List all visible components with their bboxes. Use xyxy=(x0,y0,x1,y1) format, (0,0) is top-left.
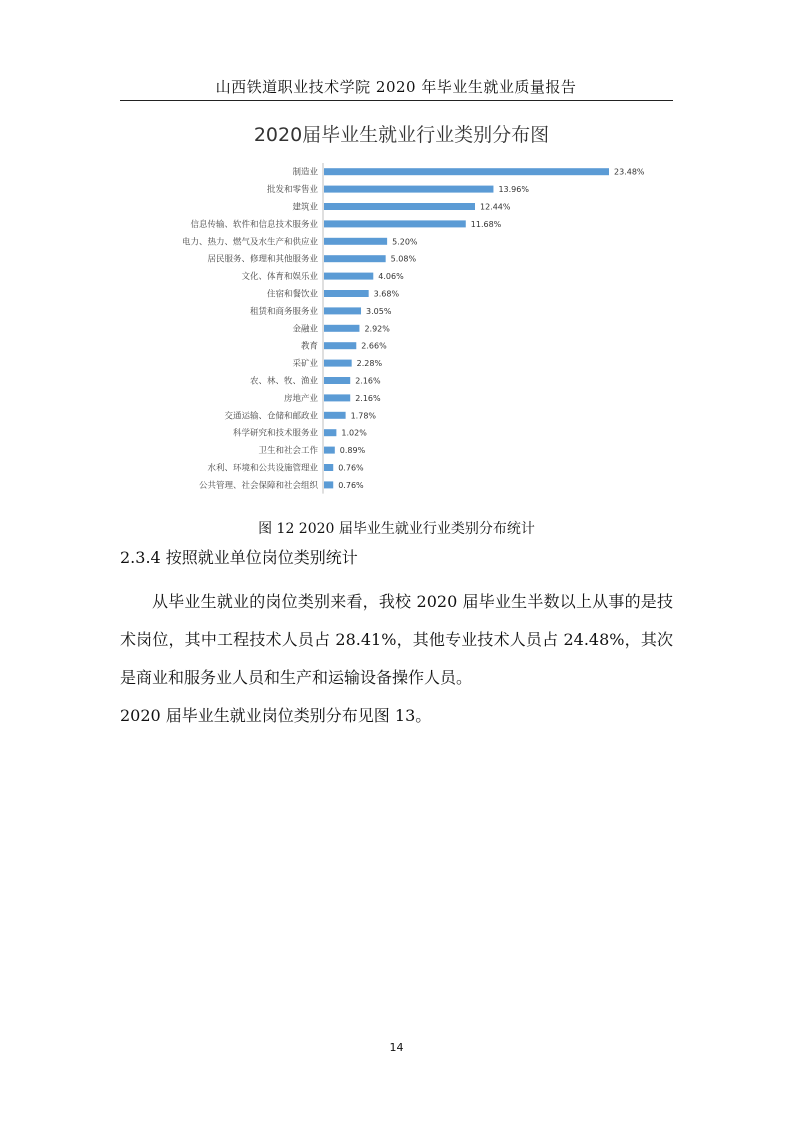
industry-bar-chart xyxy=(150,160,653,500)
chart-data-label: 11.68% xyxy=(470,219,502,229)
chart-category-label: 交通运输、仓储和邮政业 xyxy=(224,411,318,422)
chart-bar xyxy=(324,342,356,349)
header-divider xyxy=(120,100,673,101)
chart-data-label: 13.96% xyxy=(498,185,529,195)
chart-bar xyxy=(324,412,346,419)
chart-data-label: 2.16% xyxy=(355,393,381,403)
chart-bar xyxy=(324,360,352,367)
chart-category-label: 科学研究和技术服务业 xyxy=(232,428,318,439)
chart-data-label: 2.66% xyxy=(361,341,387,351)
chart-bar xyxy=(324,464,333,471)
chart-bar xyxy=(324,394,350,401)
chart-bar xyxy=(324,273,373,280)
chart-category-label: 住宿和餐饮业 xyxy=(266,289,318,300)
chart-category-label: 公共管理、社会保障和社会组织 xyxy=(198,480,318,491)
chart-category-label: 建筑业 xyxy=(292,202,318,213)
chart-data-label: 5.20% xyxy=(392,237,418,247)
body-paragraph: 从毕业生就业的岗位类别来看，我校 2020 届毕业生半数以上从事的是技术岗位，其中工程技术人员占 28.41%，其他专业技术人员占 24.48%，其次是商业和服务业人员和生产和运输设备操作人员。 xyxy=(120,592,673,687)
section-heading: 2.3.4 按照就业单位岗位类别统计 xyxy=(120,548,358,567)
chart-bar xyxy=(324,290,369,297)
chart-data-label: 2.16% xyxy=(355,376,381,386)
chart-category-label: 采矿业 xyxy=(292,359,318,370)
figure-caption: 图 12 2020 届毕业生就业行业类别分布统计 xyxy=(258,521,535,537)
body-paragraph-continued: 2020 届毕业生就业岗位类别分布见图 13。 xyxy=(120,706,432,725)
chart-bar xyxy=(324,203,475,210)
page-header-title: 山西铁道职业技术学院 2020 年毕业生就业质量报告 xyxy=(215,78,577,96)
chart-bar xyxy=(324,220,466,227)
chart-category-label: 租赁和商务服务业 xyxy=(249,306,318,317)
chart-category-label: 信息传输、软件和信息技术服务业 xyxy=(190,219,318,230)
chart-data-label: 1.02% xyxy=(341,428,367,438)
chart-data-label: 2.28% xyxy=(356,359,383,369)
chart-data-label: 0.89% xyxy=(339,446,366,456)
chart-bar xyxy=(324,307,361,314)
chart-bar xyxy=(324,325,359,332)
chart-data-label: 5.08% xyxy=(390,254,417,264)
chart-bar xyxy=(324,255,386,262)
chart-data-label: 4.06% xyxy=(378,272,404,282)
chart-data-label: 0.76% xyxy=(338,463,364,473)
chart-category-label: 教育 xyxy=(300,341,318,352)
page-number: 14 xyxy=(389,1041,404,1054)
chart-bar xyxy=(324,168,609,175)
chart-category-label: 制造业 xyxy=(292,167,318,178)
chart-bar xyxy=(324,377,350,384)
chart-category-label: 居民服务、修理和其他服务业 xyxy=(207,254,318,265)
chart-data-label: 0.76% xyxy=(338,480,364,490)
chart-bar xyxy=(324,429,336,436)
chart-category-label: 批发和零售业 xyxy=(266,185,318,196)
body-text xyxy=(120,583,673,735)
chart-bar xyxy=(324,186,493,193)
chart-bar xyxy=(324,481,333,488)
chart-data-label: 3.68% xyxy=(373,289,400,299)
chart-data-label: 12.44% xyxy=(479,202,511,212)
chart-category-label: 金融业 xyxy=(292,324,318,335)
chart-data-label: 3.05% xyxy=(366,306,392,316)
chart-bar xyxy=(324,238,387,245)
chart-data-label: 23.48% xyxy=(614,167,645,177)
chart-data-label: 1.78% xyxy=(350,411,377,421)
chart-category-label: 房地产业 xyxy=(283,393,318,404)
chart-category-label: 卫生和社会工作 xyxy=(258,446,318,457)
chart-bar xyxy=(324,447,335,454)
chart-title: 2020届毕业生就业行业类别分布图 xyxy=(253,124,550,146)
chart-category-label: 电力、热力、燃气及水生产和供应业 xyxy=(181,237,318,248)
chart-category-label: 农、林、牧、渔业 xyxy=(249,376,318,387)
chart-data-label: 2.92% xyxy=(364,324,390,334)
chart-category-label: 水利、环境和公共设施管理业 xyxy=(207,463,318,474)
chart-category-label: 文化、体育和娱乐业 xyxy=(241,272,318,283)
